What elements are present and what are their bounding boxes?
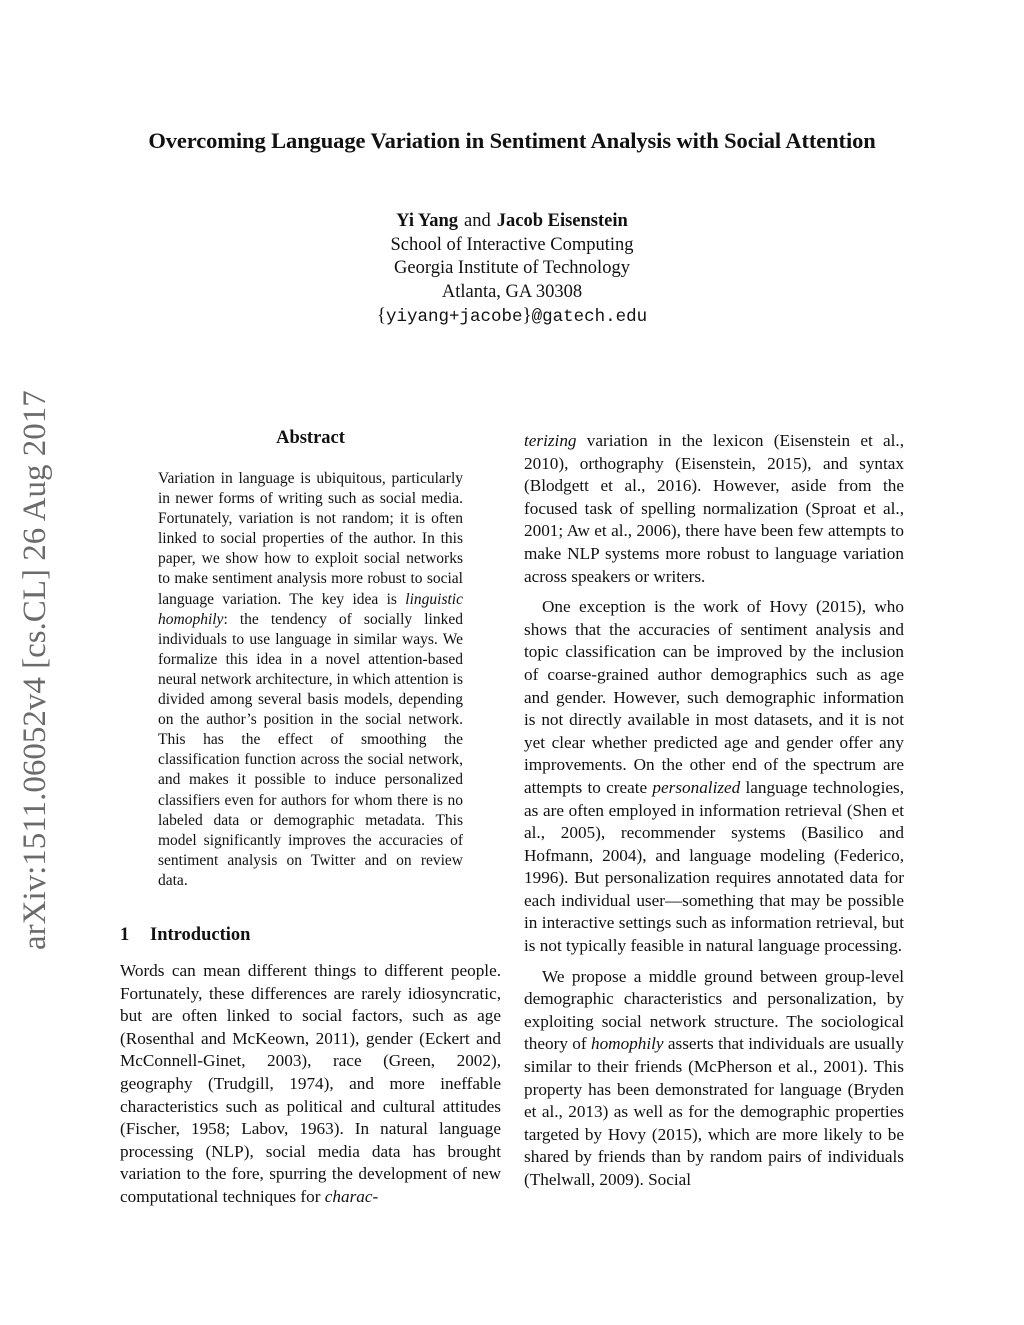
email-close-brace: } xyxy=(522,305,532,326)
affiliation-line: Georgia Institute of Technology xyxy=(394,258,630,278)
abstract-text-part: Variation in language is ubiquitous, particularly in newer forms of writing such as social media. Fortunately, variation is not random; it is often linked to social properties of the author. In this paper, we show how to exploit social networks to make sentiment analysis more robust to social language variation. The key idea is xyxy=(158,470,463,608)
abstract-text-part: : the tendency of socially linked individuals to use language in similar ways. We formalize this idea in a novel attention-based neural network architecture, in which attention is divided among several basis models, depending on the author’s position in the social network. This has the effect of smoothing the classification function across the social network, and makes it possible to induce personalized classifiers even for authors for whom there is no labeled data or demographic metadata. This model significantly improves the accuracies of sentiment analysis on Twitter and on review data. xyxy=(158,610,463,889)
intro-italic-term: charac- xyxy=(324,1186,379,1206)
author-block xyxy=(0,210,1024,330)
body-paragraph xyxy=(524,966,904,1192)
affiliation-line: Atlanta, GA 30308 xyxy=(441,281,583,302)
italic-term: terizing xyxy=(524,431,577,450)
author-email xyxy=(0,304,1024,330)
paragraph-text: variation in the lexicon (Eisenstein et al., 2010), orthography (Eisenstein, 2015), and syntax (Blodgett et al., 2016). However, aside from the focused task of spelling normalization (Sproat et al., 2001; Aw et al., 2006), there have been few attempts to make NLP systems more robust to language variation across speakers or writers. xyxy=(524,431,904,586)
email-domain: @gatech.edu xyxy=(531,307,648,327)
italic-term: personalized xyxy=(652,777,741,797)
email-users: yiyang+jacobe xyxy=(385,307,523,327)
abstract-italic-term: linguistic homophily xyxy=(158,590,463,628)
section-heading-introduction xyxy=(120,925,501,946)
paragraph-text: One exception is the work of Hovy (2015), who shows that the accuracies of sentiment analysis and topic classification can be improved by the inclusion of coarse-grained author demographics such as age and gender. However, such demographic information is not directly available in most datasets, and it is not yet clear whether predicted age and gender offer any improvements. On the other end of the spectrum are attempts to create xyxy=(524,597,904,797)
paragraph-text: language technologies, as are often employed in information retrieval (Shen et al., 2005), recommender systems (Basilico and Hofmann, 2004), and language modeling (Federico, 1996). But personalization requires annotated data for each individual user—something that may be possible in interactive settings such as information retrieval, but is not typically feasible in natural language processing. xyxy=(524,777,904,956)
author-name: Jacob Eisenstein xyxy=(496,211,628,231)
paragraph-text: asserts that individuals are usually similar to their friends (McPherson et al., 2001). This property has been demonstrated for language (Bryden et al., 2013) as well as for the demographic properties targeted by Hovy (2015), which are more likely to be shared by friends than by random pairs of individuals (Thelwall, 2009). Social xyxy=(524,1034,904,1189)
arxiv-stamp: arXiv:1511.06052v4 [cs.CL] 26 Aug 2017 xyxy=(17,390,53,950)
author-conjunction: and xyxy=(464,211,491,231)
email-open-brace: { xyxy=(376,305,386,326)
right-column xyxy=(524,430,904,1192)
author-name: Yi Yang xyxy=(396,211,459,231)
section-number: 1 xyxy=(120,925,130,945)
paragraph-text: We propose a middle ground between group-level demographic characteristics and personalization, by exploiting social network structure. The sociological theory of xyxy=(524,966,904,1054)
author-names xyxy=(0,210,1024,234)
body-paragraph xyxy=(524,596,904,958)
affiliation-line: School of Interactive Computing xyxy=(390,234,634,255)
section-title: Introduction xyxy=(150,925,251,945)
italic-term: homophily xyxy=(590,1034,664,1054)
paper-title: Overcoming Language Variation in Sentiment Analysis with Social Attention xyxy=(148,128,876,153)
body-paragraph xyxy=(524,430,904,588)
abstract-heading: Abstract xyxy=(276,428,345,448)
intro-text-part: Words can mean different things to different people. Fortunately, these differences are rarely idiosyncratic, but are often linked to social factors, such as age (Rosenthal and McKeown, 2011), gender (Eckert and McConnell-Ginet, 2003), race (Green, 2002), geography (Trudgill, 1974), and more ineffable characteristics such as political and cultural attitudes (Fischer, 1958; Labov, 1963). In natural language processing (NLP), social media data has brought variation to the fore, spurring the development of new computational techniques for xyxy=(120,961,501,1206)
abstract-text xyxy=(158,469,463,891)
introduction-paragraph xyxy=(120,960,501,1209)
